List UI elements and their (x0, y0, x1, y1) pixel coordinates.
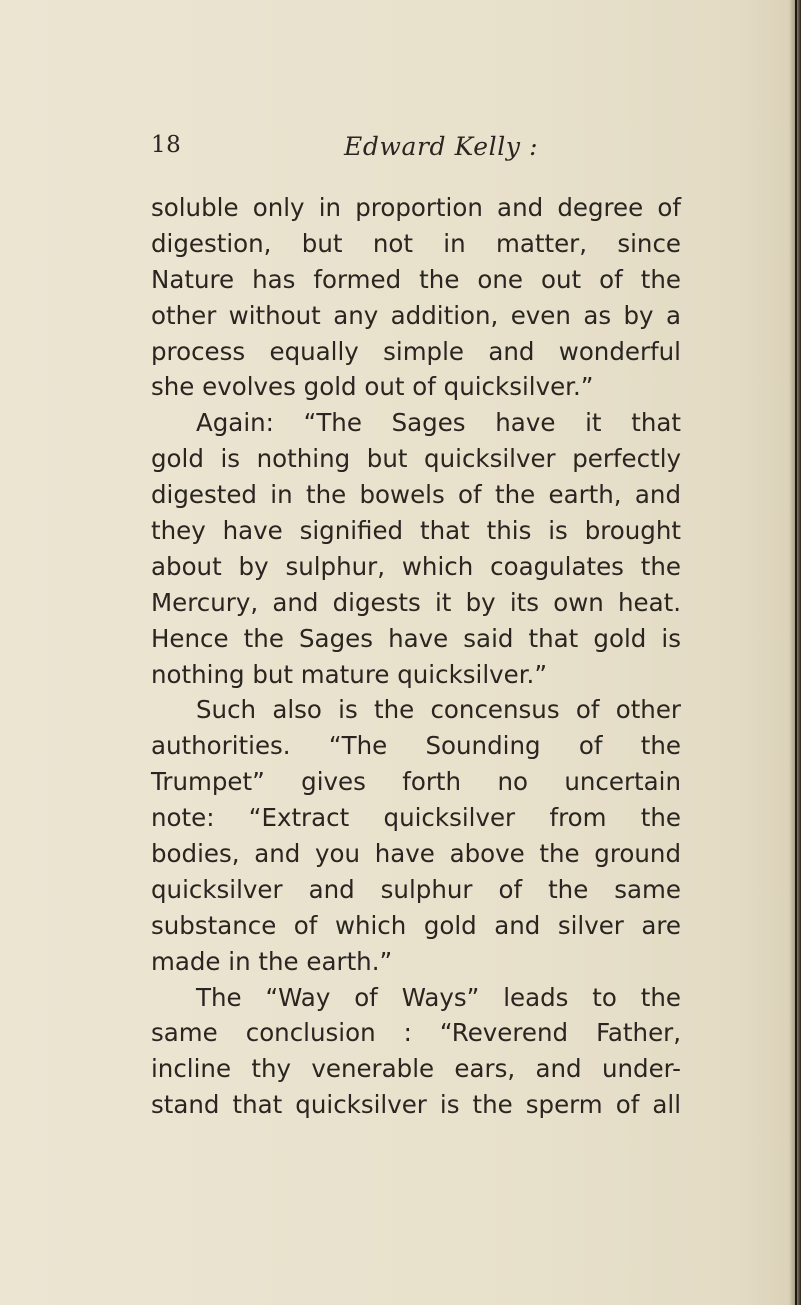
text-line: note: “Extract quicksilver from the (151, 803, 681, 833)
text-line: process equally simple and wonderful (151, 336, 681, 366)
running-title: Edward Kelly : (344, 132, 539, 161)
text-line: nothing but mature quicksilver.” (151, 659, 548, 689)
text-line: they have signified that this is brought (151, 516, 681, 546)
page-header (151, 132, 681, 172)
text-line: stand that quicksilver is the sperm of all (151, 1090, 681, 1120)
text-line: soluble only in proportion and degree of (151, 193, 681, 222)
page-number: 18 (151, 132, 182, 158)
text-line: she evolves gold out of quicksilver.” (151, 372, 594, 402)
text-line: made in the earth.” (151, 946, 393, 976)
text-line: Such also is the concensus of other (196, 695, 681, 725)
text-line: substance of which gold and silver are (151, 910, 681, 940)
text-line: Mercury, and digests it by its own heat. (151, 587, 681, 617)
text-line: digestion, but not in matter, since (151, 228, 681, 258)
text-line: Hence the Sages have said that gold is (151, 623, 681, 653)
page-edge-line (795, 0, 797, 1305)
text-line: authorities. “The Sounding of the (151, 731, 681, 761)
text-line: quicksilver and sulphur of the same (151, 874, 681, 904)
text-line: digested in the bowels of the earth, and (151, 480, 681, 510)
body-text (151, 190, 681, 1123)
text-line: about by sulphur, which coagulates the (151, 551, 681, 581)
text-line: Trumpet” gives forth no uncertain (151, 767, 681, 797)
text-line: Nature has formed the one out of the (151, 264, 681, 294)
text-line: bodies, and you have above the ground (151, 839, 681, 869)
text-line: Again: “The Sages have it that (196, 408, 681, 438)
text-line: incline thy venerable ears, and under- (151, 1054, 681, 1084)
text-line: gold is nothing but quicksilver perfectly (151, 444, 681, 474)
text-line: The “Way of Ways” leads to the (196, 982, 681, 1012)
text-line: same conclusion : “Reverend Father, (151, 1018, 681, 1048)
text-line: other without any addition, even as by a (151, 300, 681, 330)
